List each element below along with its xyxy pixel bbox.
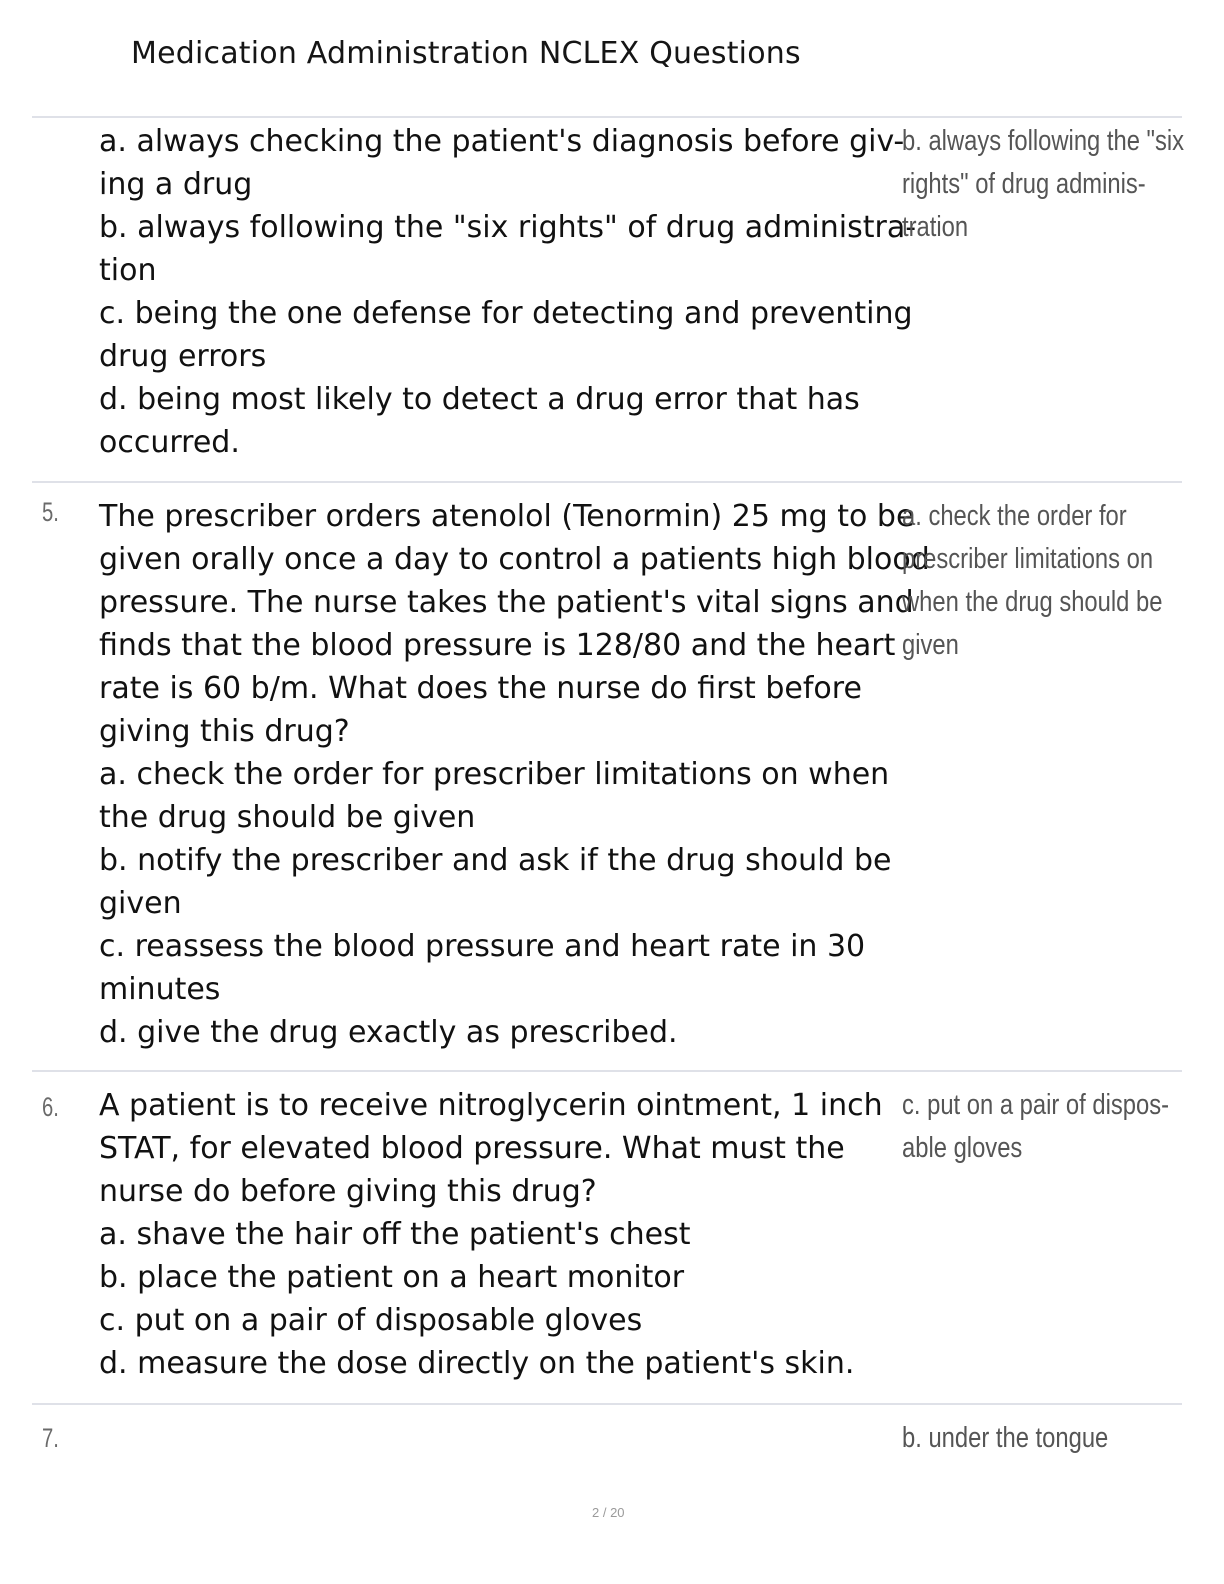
answer-line: a. check the order for (902, 500, 1127, 532)
question-line: rate is 60 b/m. What does the nurse do first before (99, 671, 862, 706)
question-number: 6. (42, 1092, 59, 1122)
question-card-7 (32, 1405, 1182, 1485)
question-text (99, 1084, 899, 1385)
question-line: a. check the order for prescriber limitations on when (99, 757, 890, 792)
answer-line: b. under the tongue (902, 1422, 1109, 1454)
question-card-5 (32, 483, 1182, 1069)
question-line: The prescriber orders atenolol (Tenormin) 25 mg to be (99, 499, 915, 534)
question-number: 5. (42, 497, 59, 527)
question-line: tion (99, 253, 157, 288)
question-line: finds that the blood pressure is 128/80 and the heart (99, 628, 896, 663)
question-line: c. being the one defense for detecting and preventing (99, 296, 913, 331)
question-line: occurred. (99, 425, 240, 460)
question-card-6 (32, 1072, 1182, 1402)
answer-line: rights" of drug adminis- (902, 168, 1146, 200)
answer-line: tration (902, 211, 969, 243)
answer-line: given (902, 629, 959, 661)
answer-line: when the drug should be (902, 586, 1163, 618)
question-line: ing a drug (99, 167, 253, 202)
question-line: A patient is to receive nitroglycerin ointment, 1 inch (99, 1088, 883, 1123)
question-line: a. shave the hair off the patient's chest (99, 1217, 691, 1252)
question-line: c. reassess the blood pressure and heart rate in 30 (99, 929, 866, 964)
answer-text (902, 1417, 1202, 1460)
question-line: STAT, for elevated blood pressure. What must the (99, 1131, 845, 1166)
question-line: nurse do before giving this drug? (99, 1174, 597, 1209)
answer-line: b. always following the "six (902, 125, 1185, 157)
question-line: giving this drug? (99, 714, 350, 749)
answer-text (902, 1084, 1202, 1170)
answer-line: prescriber limitations on (902, 543, 1154, 575)
question-line: minutes (99, 972, 221, 1007)
question-line: pressure. The nurse takes the patient's vital signs and (99, 585, 914, 620)
answer-line: able gloves (902, 1132, 1023, 1164)
question-number: 7. (42, 1423, 59, 1453)
answer-text (902, 495, 1202, 667)
question-card-4-continued (32, 118, 1185, 480)
question-line: d. measure the dose directly on the patient's skin. (99, 1346, 855, 1381)
question-line: given orally once a day to control a patients high blood (99, 542, 930, 577)
question-line: b. place the patient on a heart monitor (99, 1260, 685, 1295)
question-line: c. put on a pair of disposable gloves (99, 1303, 643, 1338)
question-line: b. notify the prescriber and ask if the drug should be (99, 843, 892, 878)
question-text (99, 120, 917, 464)
question-line: d. give the drug exactly as prescribed. (99, 1015, 678, 1050)
page-title: Medication Administration NCLEX Questions (131, 36, 801, 71)
question-line: b. always following the "six rights" of drug administra- (99, 210, 917, 245)
answer-line: c. put on a pair of dispos- (902, 1089, 1170, 1121)
question-line: drug errors (99, 339, 267, 374)
answer-text (902, 120, 1202, 249)
question-line: the drug should be given (99, 800, 476, 835)
page-indicator: 2 / 20 (592, 1505, 625, 1520)
question-line: a. always checking the patient's diagnosis before giv- (99, 124, 905, 159)
question-line: given (99, 886, 182, 921)
question-text (99, 495, 930, 1054)
question-line: d. being most likely to detect a drug error that has (99, 382, 860, 417)
